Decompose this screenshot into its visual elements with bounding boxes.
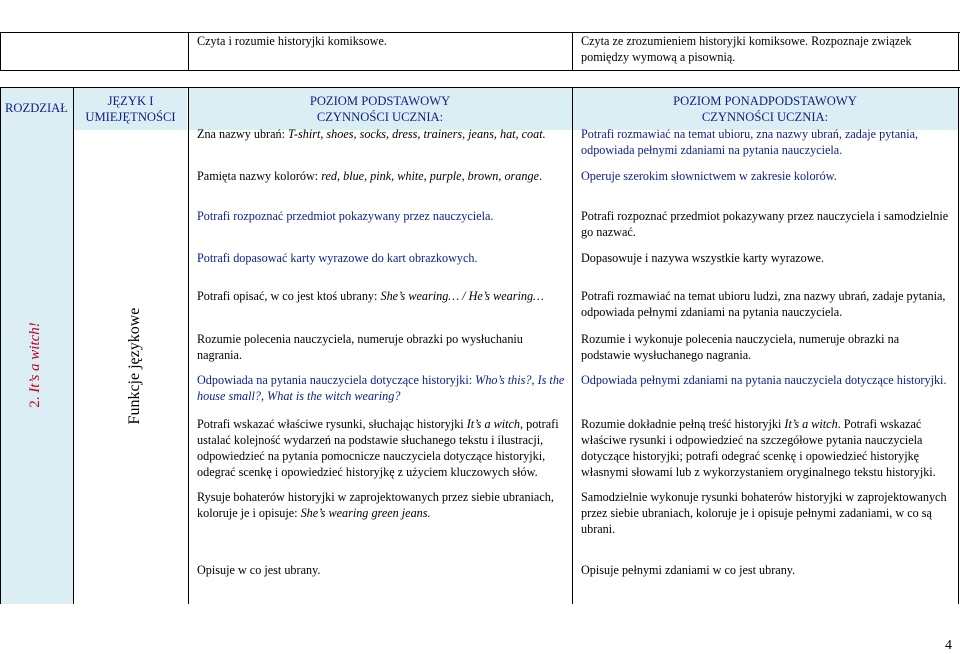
- advanced-row-2: Operuje szerokim słownictwem w zakresie kolorów.: [581, 169, 837, 183]
- category-label: Funkcje językowe: [126, 307, 143, 425]
- advanced-row-9: Samodzielnie wykonuje rysunki bohaterów historyjki w zaprojektowanych przez siebie ubraniach, koloruje je i opisuje pełnymi zadaniami, w co są ubrani.: [581, 490, 947, 536]
- header-rozdzial: ROZDZIAŁ: [5, 101, 68, 115]
- basic-row-4: Potrafi dopasować karty wyrazowe do kart obrazkowych.: [197, 251, 478, 265]
- header-jezyk-line1: JĘZYK I: [107, 94, 154, 108]
- basic-row-8: Potrafi wskazać właściwe rysunki, słuchając historyjki It’s a witch, potrafi ustalać kolejność wydarzeń na podstawie słuchanego tekstu i ilustracji, odpowiedzieć na pytania pomocnicze nauczyciela dotyczące historyjki, odegrać scenkę i opowiedzieć historyjkę z użyciem kluczowych słów.: [197, 417, 559, 479]
- header-advanced-line1: POZIOM PONADPODSTAWOWY: [673, 94, 857, 108]
- basic-row-3: Potrafi rozpoznać przedmiot pokazywany przez nauczyciela.: [197, 209, 494, 223]
- advanced-row-3: Potrafi rozpoznać przedmiot pokazywany przez nauczyciela i samodzielnie go nazwać.: [581, 209, 949, 239]
- advanced-row-5: Potrafi rozmawiać na temat ubioru ludzi, zna nazwy ubrań, zadaje pytania, odpowiada pełnymi zdaniami na pytania nauczyciela.: [581, 289, 946, 319]
- advanced-row-4: Dopasowuje i nazywa wszystkie karty wyrazowe.: [581, 251, 824, 265]
- chapter-title: It’s a witch!: [27, 322, 43, 393]
- chapter-number: 2.: [27, 396, 43, 408]
- basic-row-10: Opisuje w co jest ubrany.: [197, 563, 321, 577]
- basic-row-1: Zna nazwy ubrań: T-shirt, shoes, socks, dress, trainers, jeans, hat, coat.: [197, 127, 546, 141]
- basic-row-2: Pamięta nazwy kolorów: red, blue, pink, white, purple, brown, orange.: [197, 169, 543, 183]
- basic-row-5: Potrafi opisać, w co jest ktoś ubrany: She’s wearing… / He’s wearing…: [197, 289, 544, 303]
- header-basic-line2: CZYNNOŚCI UCZNIA:: [316, 110, 444, 124]
- advanced-row-7: Odpowiada pełnymi zdaniami na pytania nauczyciela dotyczące historyjki.: [581, 373, 947, 387]
- header-advanced-line2: CZYNNOŚCI UCZNIA:: [701, 110, 829, 124]
- top-table-advanced-cell: Czyta ze zrozumieniem historyjki komiksowe. Rozpoznaje związek pomiędzy wymową a pisownią.: [581, 34, 912, 64]
- advanced-row-10: Opisuje pełnymi zdaniami w co jest ubrany.: [581, 563, 796, 577]
- basic-row-6: Rozumie polecenia nauczyciela, numeruje obrazki po wysłuchaniu nagrania.: [197, 332, 523, 362]
- page-number: 4: [945, 638, 952, 653]
- advanced-row-8: Rozumie dokładnie pełną treść historyjki It’s a witch. Potrafi wskazać właściwe rysunki i odpowiedzieć na szczegółowe pytania nauczyciela dotyczące historyjki; potrafi odegrać scenkę i opowiedzieć historyjkę własnymi słowami lub z wykorzystaniem oryginalnego tekstu historyjki.: [581, 417, 936, 479]
- basic-row-9: Rysuje bohaterów historyjki w zaprojektowanych przez siebie ubraniach, koloruje je i opisuje: She’s wearing green jeans.: [197, 490, 554, 520]
- advanced-row-6: Rozumie i wykonuje polecenia nauczyciela, numeruje obrazki na podstawie wysłuchanego nagrania.: [581, 332, 900, 362]
- top-table-basic-cell: Czyta i rozumie historyjki komiksowe.: [197, 34, 387, 48]
- header-basic-line1: POZIOM PODSTAWOWY: [309, 94, 451, 108]
- chapter-label: [25, 290, 45, 440]
- header-jezyk-line2: UMIEJĘTNOŚCI: [85, 110, 176, 124]
- advanced-row-1: Potrafi rozmawiać na temat ubioru, zna nazwy ubrań, zadaje pytania, odpowiada pełnymi zdaniami na pytania nauczyciela.: [581, 127, 919, 157]
- basic-row-7: Odpowiada na pytania nauczyciela dotyczące historyjki: Who’s this?, Is the house small?, What is the witch wearing?: [197, 373, 565, 403]
